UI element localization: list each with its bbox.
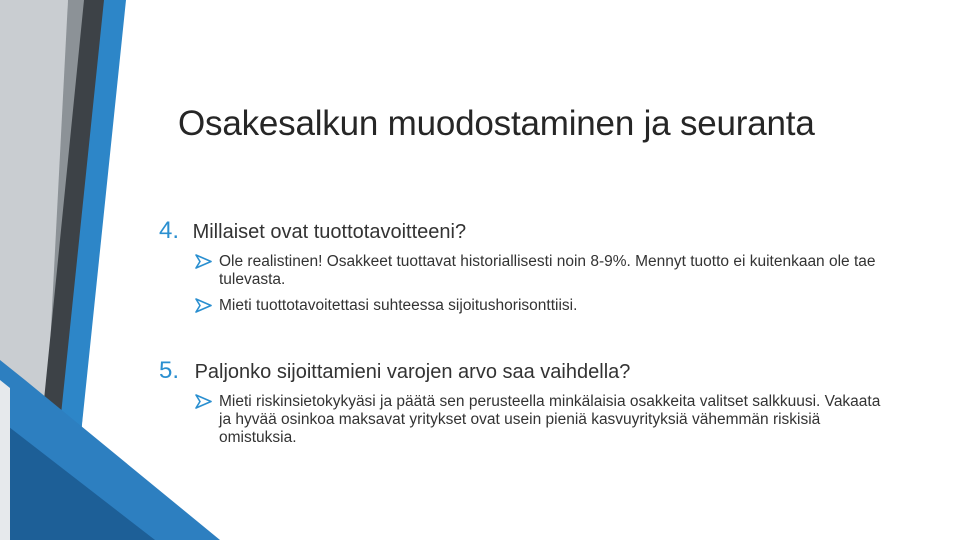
section-4-text: Millaiset ovat tuottotavoitteeni? (192, 221, 467, 243)
section-5-number: 5. (159, 357, 180, 384)
bullet-5-1-text: Mieti riskinsietokykyäsi ja päätä sen perusteella minkälaisia osakkeita valitset salkkuusi. Vakaata ja hyvää osinkoa maksavat yritykset ovat usein pieniä kasvuyrityksiä vähemmän riskisiä omistuksia. (219, 393, 881, 446)
section-4-heading (159, 217, 466, 245)
bullet-4-1 (219, 253, 889, 289)
section-5-text: Paljonko sijoittamieni varojen arvo saa vaihdella? (194, 361, 631, 383)
bullet-4-2-text: Mieti tuottotavoitettasi suhteessa sijoitushorisonttiisi. (219, 297, 578, 314)
arrow-bullet-icon (195, 393, 212, 410)
bullet-5-1 (219, 393, 889, 447)
slide-title: Osakesalkun muodostaminen ja seuranta (178, 104, 815, 143)
section-4-number: 4. (159, 217, 180, 244)
arrow-bullet-icon (195, 297, 212, 314)
bullet-4-2 (219, 297, 889, 315)
stripe-white-gap (0, 380, 10, 540)
section-5-heading (159, 357, 630, 385)
arrow-bullet-icon (195, 253, 212, 270)
bullet-4-1-text: Ole realistinen! Osakkeet tuottavat historiallisesti noin 8-9%. Mennyt tuotto ei kuitenkaan ole tae tulevasta. (219, 253, 876, 288)
